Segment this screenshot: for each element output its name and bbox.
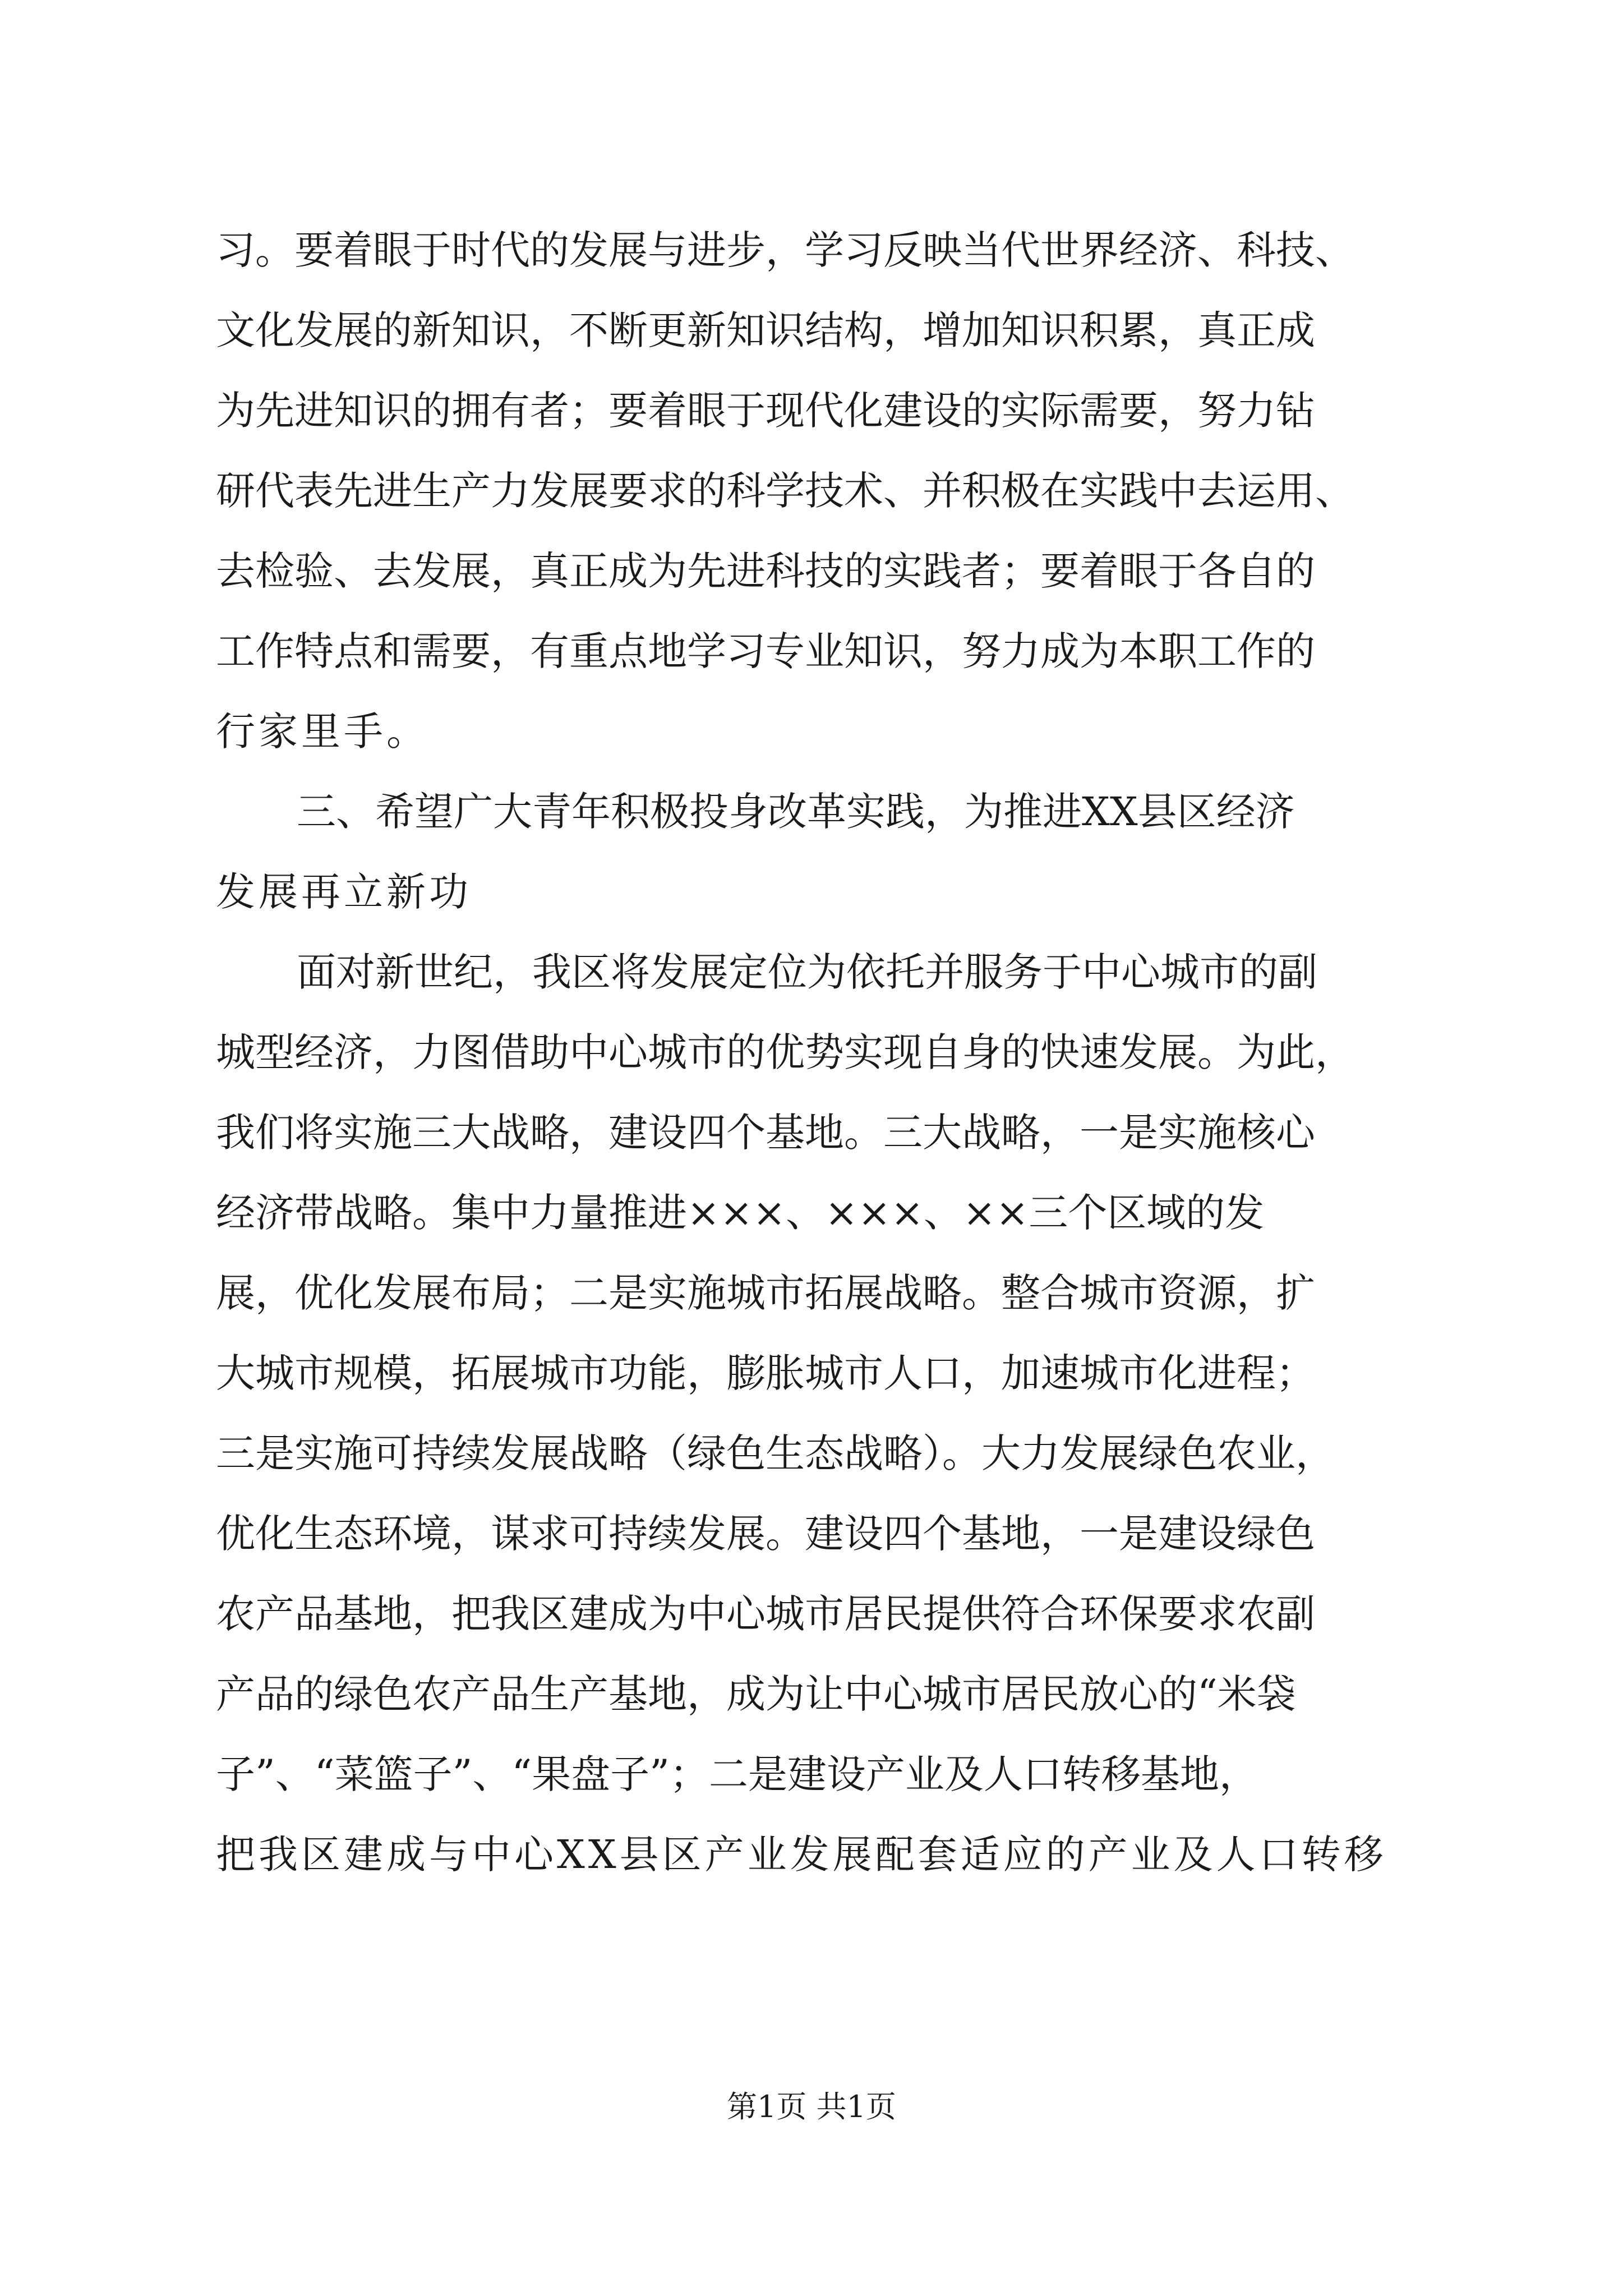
text-line: 经济带战略。集中力量推进×××、×××、××三个区域的发 [216, 1190, 1265, 1236]
text-line: 行家里手。 [216, 708, 429, 754]
section-heading-continued: 发展再立新功 [216, 869, 472, 915]
text-line: 为先进知识的拥有者；要着眼于现代化建设的实际需要，努力钻 [216, 388, 1315, 434]
text-line: 产品的绿色农产品生产基地，成为让中心城市居民放心的“米袋 [216, 1671, 1296, 1717]
text-line: 研代表先进生产力发展要求的科学技术、并积极在实践中去运用、 [216, 468, 1354, 514]
text-line: 三是实施可持续发展战略（绿色生态战略）。大力发展绿色农业， [216, 1430, 1335, 1476]
text-line: 把我区建成与中心XX县区产业发展配套适应的产业及人口转移 [216, 1832, 1387, 1878]
text-line: 城型经济，力图借助中心城市的优势实现自身的快速发展。为此， [216, 1029, 1354, 1075]
text-line: 面对新世纪，我区将发展定位为依托并服务于中心城市的副 [297, 949, 1317, 995]
text-line: 工作特点和需要，有重点地学习专业知识，努力成为本职工作的 [216, 628, 1315, 674]
text-line: 展，优化发展布局；二是实施城市拓展战略。整合城市资源，扩 [216, 1270, 1315, 1316]
text-line: 大城市规模，拓展城市功能，膨胀城市人口，加速城市化进程； [216, 1350, 1315, 1396]
text-line: 习。要着眼于时代的发展与进步，学习反映当代世界经济、科技、 [216, 227, 1354, 273]
section-heading: 三、希望广大青年积极投身改革实践，为推进XX县区经济 [297, 789, 1295, 835]
page-footer: 第1页 共1页 [727, 2089, 896, 2124]
text-line: 优化生态环境，谋求可持续发展。建设四个基地，一是建设绿色 [216, 1511, 1315, 1557]
text-line: 我们将实施三大战略，建设四个基地。三大战略，一是实施核心 [216, 1110, 1315, 1156]
text-line: 子”、“菜篮子”、“果盘子”；二是建设产业及人口转移基地， [216, 1751, 1258, 1797]
text-line: 去检验、去发展，真正成为先进科技的实践者；要着眼于各自的 [216, 548, 1315, 594]
text-line: 农产品基地，把我区建成为中心城市居民提供符合环保要求农副 [216, 1591, 1315, 1637]
text-line: 文化发展的新知识，不断更新知识结构，增加知识积累，真正成 [216, 307, 1315, 353]
